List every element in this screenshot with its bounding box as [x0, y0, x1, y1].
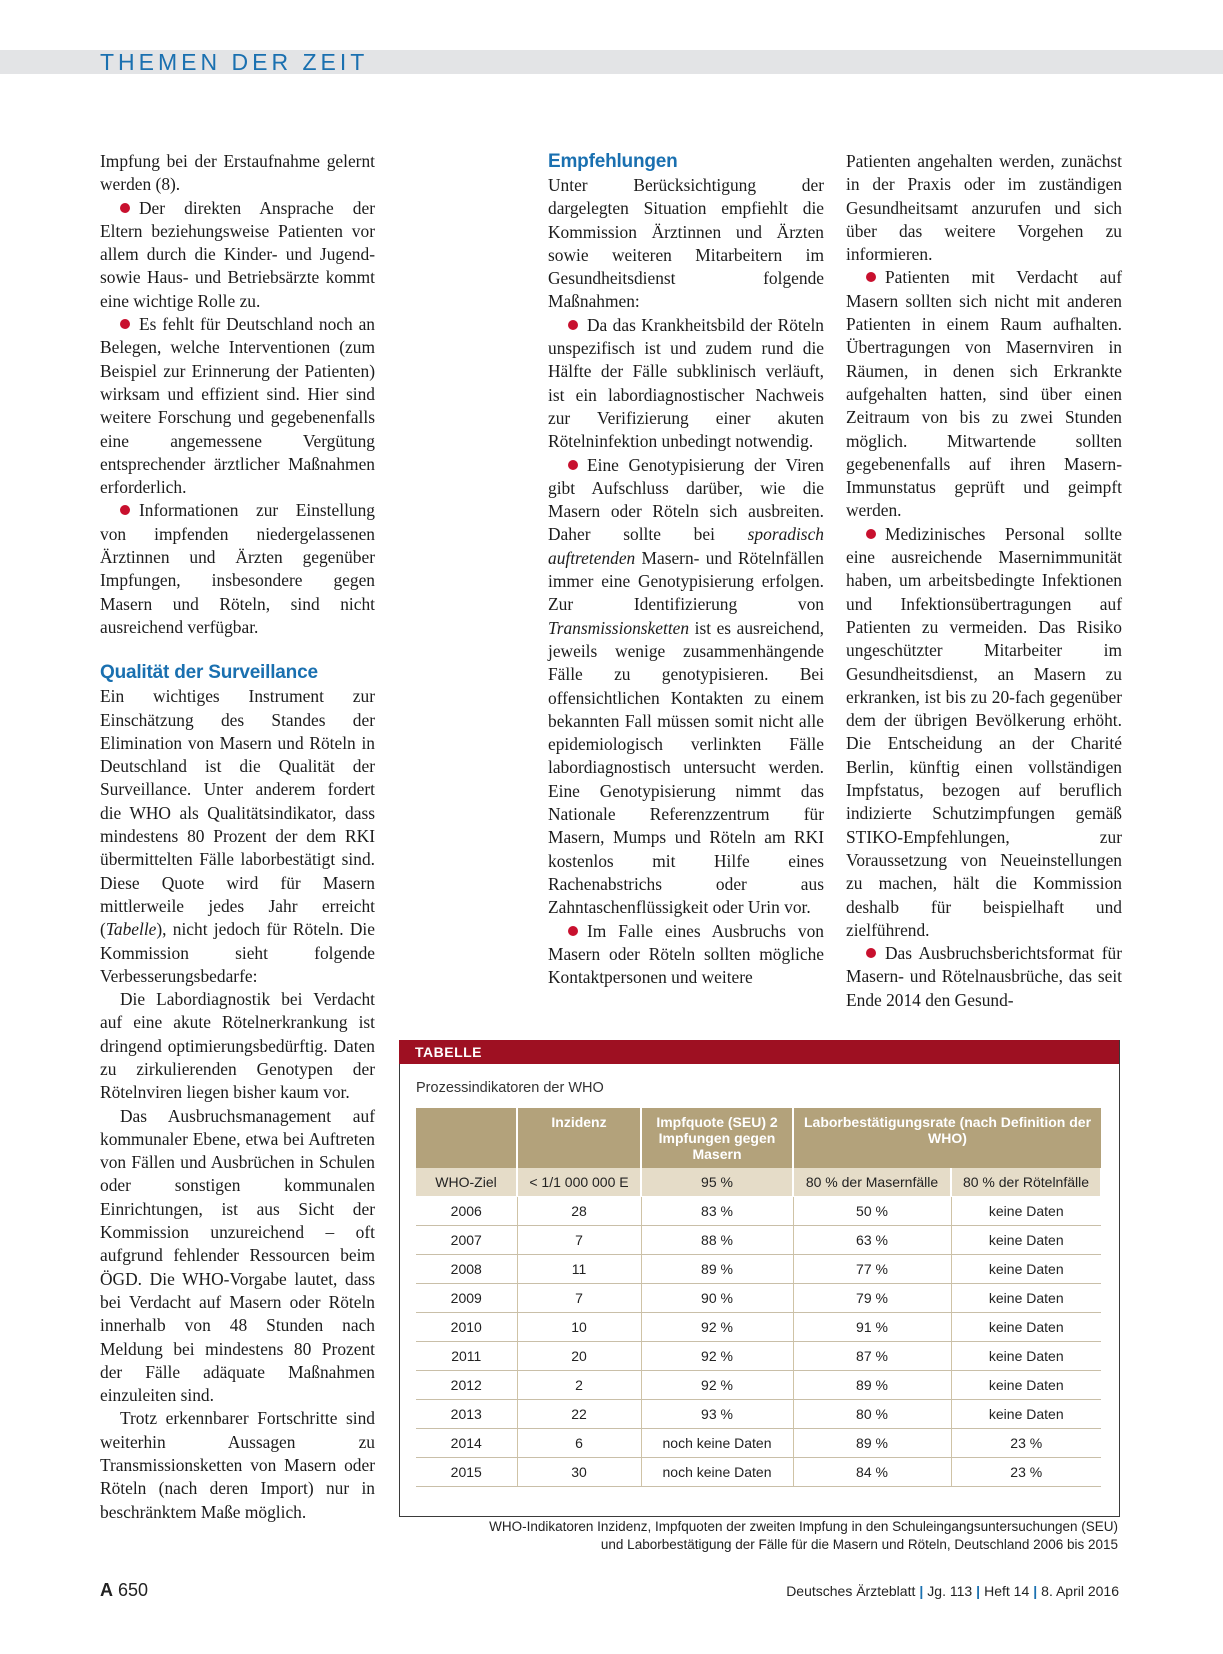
table-cell: 80 % der Rötelnfälle: [951, 1168, 1101, 1197]
table-cell: 7: [517, 1284, 641, 1313]
table-row: [416, 1197, 1101, 1226]
bullet-text: Informationen zur Einstellung von impfenden niedergelassenen Ärztinnen und Ärzten gegenüber Impfungen, insbesondere gegen Masern und Röteln, sind nicht ausreichend verfügbar.: [100, 500, 375, 637]
table-cell: 79 %: [793, 1284, 951, 1313]
table-cell: 2007: [416, 1226, 517, 1255]
table-cell: 2014: [416, 1429, 517, 1458]
bullet-item: [548, 920, 824, 990]
table-cell: 30: [517, 1458, 641, 1487]
table-row-who-goal: [416, 1168, 1101, 1197]
paragraph: Impfung bei der Erstaufnahme gelernt werden (8).: [100, 151, 375, 195]
table-cell: 92 %: [641, 1371, 793, 1400]
table-cell: keine Daten: [951, 1255, 1101, 1284]
table-cell: 90 %: [641, 1284, 793, 1313]
table-cell: keine Daten: [951, 1400, 1101, 1429]
journal-name: Deutsches Ärzteblatt: [786, 1583, 916, 1599]
caption-line: WHO-Indikatoren Inzidenz, Impfquoten der zweiten Impfung in den Schuleingangsuntersuchungen (SEU): [489, 1519, 1118, 1534]
bullet-icon: [548, 455, 587, 475]
journal-info: Deutsches Ärzteblatt | Jg. 113 | Heft 14 | 8. April 2016: [786, 1583, 1119, 1599]
table-row: [416, 1342, 1101, 1371]
bullet-text: Das Ausbruchsberichtsformat für Masern- und Rötelnausbrüche, das seit Ende 2014 den Gesund-: [846, 943, 1122, 1010]
table-header-laborbestaetigung: Laborbestätigungsrate (nach Definition der WHO): [793, 1108, 1101, 1168]
table-cell: 20: [517, 1342, 641, 1371]
bullet-icon: [548, 315, 587, 335]
table-cell: 2015: [416, 1458, 517, 1487]
bullet-item: Eine Genotypisierung der Viren gibt Aufschluss darüber, wie die Masern oder Röteln sich ausbreiten. Daher sollte bei sporadisch auftretenden Masern- und Rötelnfällen immer eine Genotypisierung erfolgen. Zur Identifizierung von Transmissionsketten ist es ausreichend, jeweils wenige zusammenhängende Fälle zu genotypisieren. Bei offensichtlichen Kontakten zu einem bekannten Fall müssen somit nicht alle epidemiologisch verlinkten Fälle labordiagnostisch untersucht werden. Eine Genotypisierung nimmt das Nationale Referenzzentrum für Masern, Mumps und Röteln am RKI kostenlos mit Hilfe eines Rachenabstrichs oder aus Zahntaschenflüssigkeit oder Urin vor.: [548, 454, 824, 918]
paragraph: Unter Berücksichtigung der dargelegten Situation empfiehlt die Kommission Ärztinnen und Ärzten sowie weiteren Mitarbeitern im Gesundheitsdienst folgende Maßnahmen:: [548, 175, 824, 312]
bullet-icon: [100, 314, 139, 334]
bullet-text: Der direkten Ansprache der Eltern beziehungsweise Patienten vor allem durch die Kinder- und Jugend- sowie Haus- und Betriebsärzte kommt eine wichtige Rolle zu.: [100, 197, 375, 311]
table-cell: 10: [517, 1313, 641, 1342]
table-header-row: [416, 1108, 1101, 1168]
table-cell: 2010: [416, 1313, 517, 1342]
table-row: [416, 1400, 1101, 1429]
table-cell: 63 %: [793, 1226, 951, 1255]
bullet-item: [846, 942, 1122, 1012]
table-cell: 83 %: [641, 1197, 793, 1226]
table-cell: 89 %: [793, 1429, 951, 1458]
table-cell: 92 %: [641, 1342, 793, 1371]
table-cell: 7: [517, 1226, 641, 1255]
table-cell: 93 %: [641, 1400, 793, 1429]
journal-date: 8. April 2016: [1041, 1583, 1119, 1599]
table-header-impfquote: Impfquote (SEU) 2 Impfungen gegen Masern: [641, 1108, 793, 1168]
page-prefix: A: [100, 1580, 113, 1600]
paragraph: Die Labordiagnostik bei Verdacht auf eine akute Rötelnerkrankung ist dringend optimierungsbedürftig. Daten zu zirkulierenden Genotypen der Rötelnviren liegen bisher kaum vor.: [100, 989, 375, 1103]
table-row: [416, 1313, 1101, 1342]
table-row: [416, 1226, 1101, 1255]
caption-line: und Laborbestätigung der Fälle für die Masern und Röteln, Deutschland 2006 bis 2015: [600, 1537, 1118, 1552]
table-cell: keine Daten: [951, 1226, 1101, 1255]
table-cell: keine Daten: [951, 1313, 1101, 1342]
paragraph: Ein wichtiges Instrument zur Einschätzung des Standes der Elimination von Masern und Röteln in Deutschland ist die Qualität der Surveillance. Unter anderem fordert die WHO als Qualitätsindikator, dass mindestens 80 Prozent der dem RKI übermittelten Fälle laborbestätigt sind. Diese Quote wird für Masern mittlerweile jedes Jahr erreicht (Tabelle), nicht jedoch für Röteln. Die Kommission sieht folgende Verbesserungsbedarfe:: [100, 686, 375, 986]
table-cell: 2008: [416, 1255, 517, 1284]
text-column-2: [548, 150, 824, 989]
table-title: Prozessindikatoren der WHO: [416, 1080, 604, 1096]
table-cell: 2013: [416, 1400, 517, 1429]
table-cell: 88 %: [641, 1226, 793, 1255]
bullet-icon: [846, 524, 885, 544]
bullet-item: [100, 313, 375, 499]
table-row: [416, 1255, 1101, 1284]
table-row: [416, 1284, 1101, 1313]
bullet-icon: [100, 500, 139, 520]
table-cell: 77 %: [793, 1255, 951, 1284]
page-number-value: 650: [118, 1580, 149, 1600]
table-cell: < 1/1 000 000 E: [517, 1168, 641, 1197]
text-column-3: [846, 150, 1122, 1012]
indicator-table: [416, 1108, 1102, 1487]
table-cell: 89 %: [641, 1255, 793, 1284]
bullet-icon: [100, 198, 139, 218]
section-title: THEMEN DER ZEIT: [100, 49, 369, 75]
section-heading: Qualität der Surveillance: [100, 662, 318, 684]
table-cell: 91 %: [793, 1313, 951, 1342]
bullet-item: [846, 266, 1122, 522]
table-cell: 80 %: [793, 1400, 951, 1429]
bullet-item: [100, 499, 375, 639]
bullet-text: Da das Krankheitsbild der Röteln unspezifisch ist und zudem rund die Hälfte der Fälle subklinisch verläuft, ist ein labordiagnostischer Nachweis zur Verifizierung einer akuten Rötelninfektion unbedingt notwendig.: [548, 314, 824, 452]
table-row: [416, 1429, 1101, 1458]
table-cell: 80 % der Masernfälle: [793, 1168, 951, 1197]
bullet-icon: [846, 943, 885, 963]
table-cell: 23 %: [951, 1429, 1101, 1458]
table-cell: 95 %: [641, 1168, 793, 1197]
paragraph: Das Ausbruchsmanagement auf kommunaler Ebene, etwa bei Auftreten von Fällen und Ausbrüchen in Schulen oder sonstigen kommunalen Einrichtungen, ist aus Sicht der Kommission unzureichend – oft aufgrund fehlender Ressourcen beim ÖGD. Die WHO-Vorgabe lautet, dass bei Verdacht auf Masern oder Röteln innerhalb von 48 Stunden nach Meldung bei mindestens 80 Prozent der Fälle adäquate Maßnahmen einzuleiten sind.: [100, 1105, 375, 1406]
bullet-text: Medizinisches Personal sollte eine ausreichende Masernimmunität haben, um arbeitsbedingte Infektionen und Infektionsübertragungen auf Patienten zu vermeiden. Das Risiko ungeschützter Mitarbeiter im Gesundheitsdienst, an Masern zu erkranken, ist bis zu 20-fach gegenüber dem der übrigen Bevölkerung erhöht. Die Entscheidung an der Charité Berlin, künftig einen vollständigen Impfstatus, bezogen auf beruflich indizierte Schutzimpfungen gemäß STIKO-Empfehlungen, zur Voraussetzung von Neueinstellungen zu machen, hält die Kommission deshalb für beispielhaft und zielführend.: [846, 523, 1122, 940]
table-cell: noch keine Daten: [641, 1429, 793, 1458]
paragraph: Patienten angehalten werden, zunächst in der Praxis oder im zuständigen Gesundheitsamt anzurufen und sich über das weitere Vorgehen zu informieren.: [846, 151, 1122, 265]
table-cell: 50 %: [793, 1197, 951, 1226]
table-cell: 84 %: [793, 1458, 951, 1487]
table-cell: 2009: [416, 1284, 517, 1313]
journal-issue: Heft 14: [984, 1583, 1030, 1599]
table-cell: 89 %: [793, 1371, 951, 1400]
table-cell: keine Daten: [951, 1197, 1101, 1226]
bullet-item: [846, 523, 1122, 942]
table-label-bar: TABELLE: [399, 1040, 1119, 1064]
table-header-inzidenz: Inzidenz: [517, 1108, 641, 1168]
table-cell: 2: [517, 1371, 641, 1400]
table-cell: 92 %: [641, 1313, 793, 1342]
table-cell: noch keine Daten: [641, 1458, 793, 1487]
page-number: [100, 1580, 148, 1601]
table-caption: [430, 1518, 1118, 1554]
section-heading: Empfehlungen: [548, 151, 678, 172]
table-header-empty: [416, 1108, 517, 1168]
bullet-text: Patienten mit Verdacht auf Masern sollten sich nicht mit anderen Patienten in einem Raum aufhalten. Übertragungen von Masernviren in Räumen, in denen sich Erkrankte aufgehalten hatten, sind über einen Zeitraum von bis zu zwei Stunden möglich. Mitwartende sollten gegebenenfalls auf ihren Masern-Immunstatus geprüft und geimpft werden.: [846, 267, 1122, 521]
table-cell: WHO-Ziel: [416, 1168, 517, 1197]
table-cell: 2006: [416, 1197, 517, 1226]
bullet-text: Es fehlt für Deutschland noch an Belegen, welche Interventionen (zum Beispiel zur Erinnerung der Patienten) wirksam und effizient sind. Hier sind weitere Forschung und gegebenenfalls eine angemessene Vergütung entsprechender ärztlicher Maßnahmen erforderlich.: [100, 314, 375, 498]
table-cell: 28: [517, 1197, 641, 1226]
paragraph: Trotz erkennbarer Fortschritte sind weiterhin Aussagen zu Transmissionsketten von Masern oder Röteln (nach deren Import) nur in beschränktem Maße möglich.: [100, 1408, 375, 1522]
table-cell: 2011: [416, 1342, 517, 1371]
table-cell: 6: [517, 1429, 641, 1458]
bullet-item: [548, 314, 824, 454]
bullet-icon: [548, 921, 587, 941]
bullet-text: Im Falle eines Ausbruchs von Masern oder Röteln sollten mögliche Kontaktpersonen und weitere: [548, 920, 824, 988]
table-row: [416, 1371, 1101, 1400]
table-cell: keine Daten: [951, 1342, 1101, 1371]
table-row: [416, 1458, 1101, 1487]
text-column-1: [100, 150, 375, 1524]
table-cell: 23 %: [951, 1458, 1101, 1487]
table-cell: keine Daten: [951, 1371, 1101, 1400]
table-cell: keine Daten: [951, 1284, 1101, 1313]
table-cell: 87 %: [793, 1342, 951, 1371]
table-cell: 22: [517, 1400, 641, 1429]
table-cell: 11: [517, 1255, 641, 1284]
bullet-item: [100, 197, 375, 313]
table-cell: 2012: [416, 1371, 517, 1400]
journal-volume: Jg. 113: [927, 1583, 973, 1599]
bullet-icon: [846, 267, 885, 287]
